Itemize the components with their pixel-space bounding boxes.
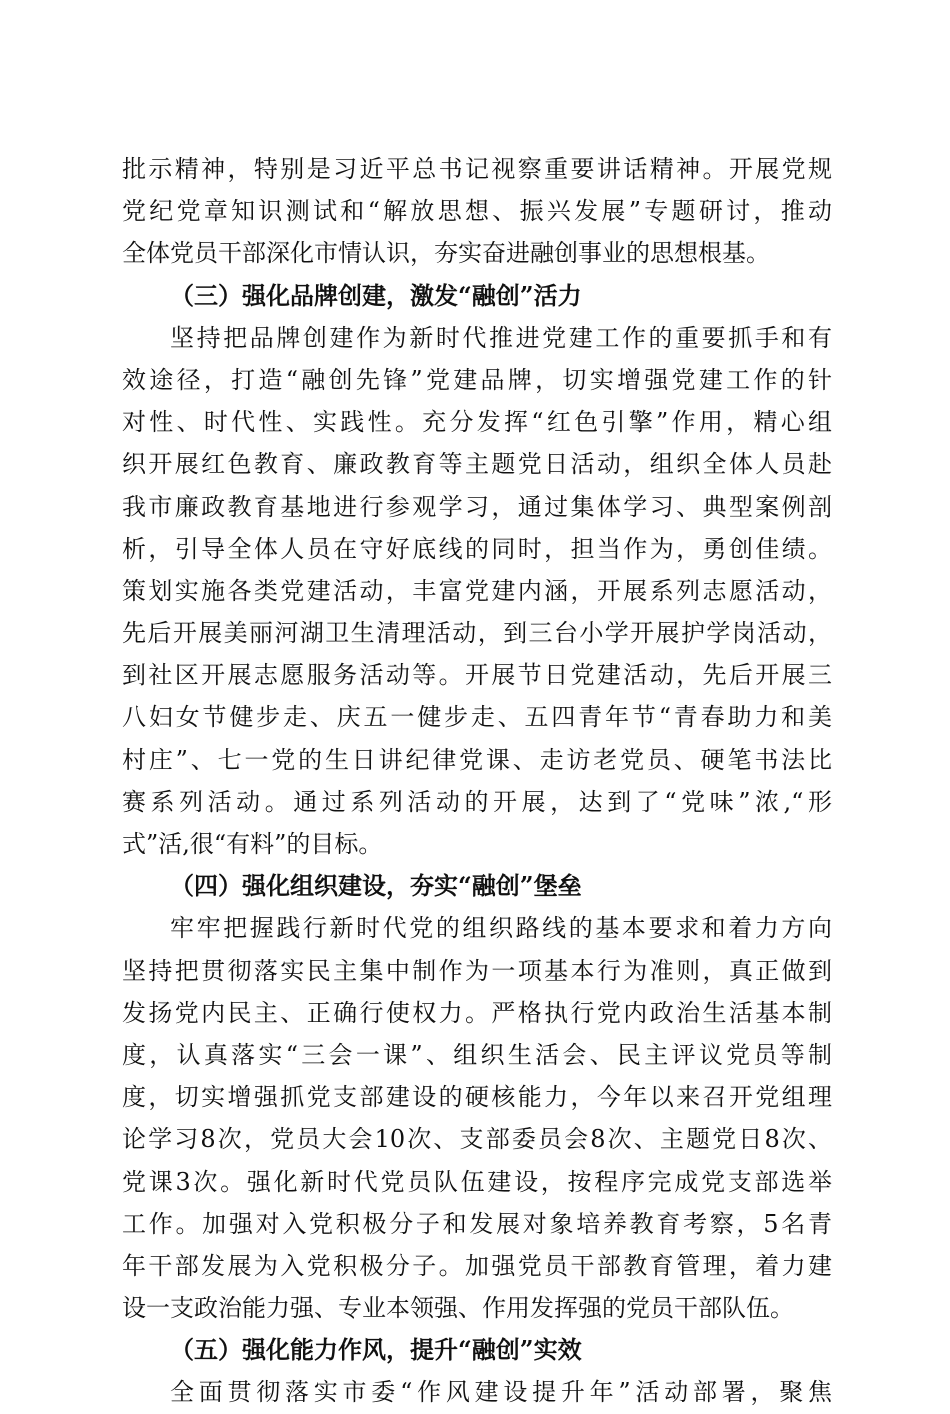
paragraph-line: 析，引导全体人员在守好底线的同时，担当作为，勇创佳绩。 xyxy=(122,534,832,563)
paragraph-line: 设一支政治能力强、专业本领强、作用发挥强的党员干部队伍。 xyxy=(122,1294,794,1323)
paragraph-line: 式”活,很“有料”的目标。 xyxy=(122,830,383,858)
paragraph-line: 到社区开展志愿服务活动等。开展节日党建活动，先后开展三 xyxy=(122,661,832,690)
paragraph-line: 全面贯彻落实市委“作风建设提升年”活动部署，聚焦 xyxy=(170,1378,832,1407)
paragraph-line: 先后开展美丽河湖卫生清理活动，到三台小学开展护学岗活动， xyxy=(122,619,832,648)
paragraph-line: 党纪党章知识测试和“解放思想、振兴发展”专题研讨，推动 xyxy=(122,197,832,226)
paragraph-4 xyxy=(122,1371,832,1413)
paragraph-line: 度，切实增强抓党支部建设的硬核能力，今年以来召开党组理 xyxy=(122,1083,832,1112)
paragraph-line: 八妇女节健步走、庆五一健步走、五四青年节“青春助力和美 xyxy=(122,703,832,732)
paragraph-line: 发扬党内民主、正确行使权力。严格执行党内政治生活基本制 xyxy=(122,998,832,1027)
paragraph-line: 党课3次。强化新时代党员队伍建设，按程序完成党支部选举 xyxy=(122,1167,832,1196)
paragraph-line: 村庄”、七一党的生日讲纪律党课、走访老党员、硬笔书法比 xyxy=(122,745,832,774)
paragraph-line: 策划实施各类党建活动，丰富党建内涵，开展系列志愿活动， xyxy=(122,576,832,605)
paragraph-line: 工作。加强对入党积极分子和发展对象培养教育考察，5名青 xyxy=(122,1209,832,1238)
paragraph-line: 年干部发展为入党积极分子。加强党员干部教育管理，着力建 xyxy=(122,1251,832,1280)
paragraph-line: 坚持把品牌创建作为新时代推进党建工作的重要抓手和有 xyxy=(170,323,832,352)
section-heading-4: （四）强化组织建设，夯实“融创”堡垒 xyxy=(170,871,582,901)
paragraph-line: 论学习8次，党员大会10次、支部委员会8次、主题党日8次、 xyxy=(122,1125,832,1154)
paragraph-3 xyxy=(122,907,832,1329)
paragraph-line: 赛系列活动。通过系列活动的开展，达到了“党味”浓,“形 xyxy=(122,787,832,816)
paragraph-line: 批示精神，特别是习近平总书记视察重要讲话精神。开展党规 xyxy=(122,155,832,183)
paragraph-line: 效途径，打造“融创先锋”党建品牌，切实增强党建工作的针 xyxy=(122,365,832,394)
paragraph-line: 全体党员干部深化市情认识，夯实奋进融创事业的思想根基。 xyxy=(122,239,770,268)
document-page xyxy=(122,148,832,1414)
paragraph-line: 我市廉政教育基地进行参观学习，通过集体学习、典型案例剖 xyxy=(122,492,832,521)
section-heading-5: （五）强化能力作风，提升“融创”实效 xyxy=(170,1335,582,1365)
paragraph-2 xyxy=(122,317,832,865)
paragraph-line: 坚持把贯彻落实民主集中制作为一项基本行为准则，真正做到 xyxy=(122,956,832,985)
paragraph-line: 度，认真落实“三会一课”、组织生活会、民主评议党员等制 xyxy=(122,1040,832,1069)
paragraph-1 xyxy=(122,148,832,275)
paragraph-line: 织开展红色教育、廉政教育等主题党日活动，组织全体人员赴 xyxy=(122,450,832,479)
section-heading-3: （三）强化品牌创建，激发“融创”活力 xyxy=(170,280,582,310)
paragraph-line: 牢牢把握践行新时代党的组织路线的基本要求和着力方向 xyxy=(170,914,832,943)
paragraph-line: 对性、时代性、实践性。充分发挥“红色引擎”作用，精心组 xyxy=(122,408,832,437)
